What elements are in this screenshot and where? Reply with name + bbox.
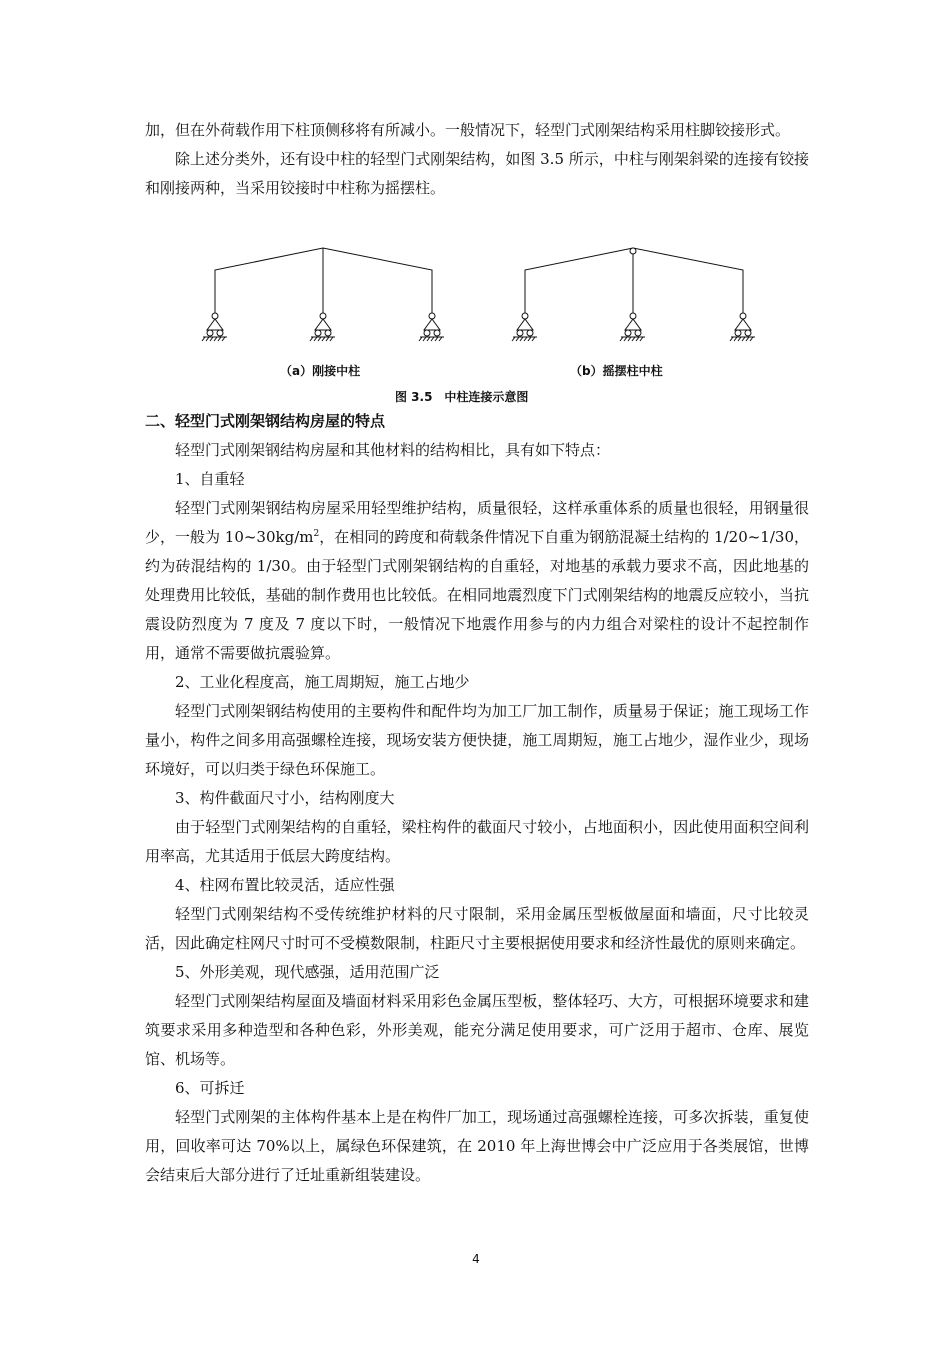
feature-3-title: 3、构件截面尺寸小，结构刚度大 bbox=[175, 789, 395, 807]
feature-6-title: 6、可拆迁 bbox=[175, 1079, 245, 1097]
feature-4-text: 轻型门式刚架结构不受传统维护材料的尺寸限制，采用金属压型板做屋面和墙面，尺寸比较灵活，因此确定柱网尺寸时可不受模数限制，柱距尺寸主要根据使用要求和经济性最优的原则来确定。 bbox=[145, 905, 809, 952]
feature-1-text bbox=[145, 494, 809, 668]
section-heading: 二、轻型门式刚架钢结构房屋的特点 bbox=[145, 412, 386, 430]
feature-1-text-a: 轻型门式刚架钢结构房屋采用轻型维护结构，质量很轻，这样承重体系的质量也很轻，用钢量很少，一般为 10~30kg/m bbox=[145, 499, 809, 546]
feature-3-text: 由于轻型门式刚架结构的自重轻，梁柱构件的截面尺寸较小，占地面积小，因此使用面积空间利用率高，尤其适用于低层大跨度结构。 bbox=[145, 818, 809, 865]
paragraph-continuation: 加，但在外荷载作用下柱顶侧移将有所减小。一般情况下，轻型门式刚架结构采用柱脚铰接形式。 bbox=[145, 121, 791, 139]
feature-2-text: 轻型门式刚架钢结构使用的主要构件和配件均为加工厂加工制作，质量易于保证；施工现场工作量小，构件之间多用高强螺栓连接，现场安装方便快捷，施工周期短，施工占地少，湿作业少，现场环境好，可以归类于绿色环保施工。 bbox=[145, 702, 809, 778]
page-number: 4 bbox=[472, 1252, 480, 1266]
pinned-supports bbox=[202, 313, 755, 341]
section-intro: 轻型门式刚架钢结构房屋和其他材料的结构相比，具有如下特点： bbox=[175, 441, 611, 459]
caption-b: （b）摇摆柱中柱 bbox=[570, 364, 663, 378]
frame-diagram bbox=[145, 217, 809, 357]
pinned-support bbox=[310, 313, 335, 341]
feature-4-title: 4、柱网布置比较灵活，适应性强 bbox=[175, 876, 395, 894]
paragraph-middle-column: 除上述分类外，还有设中柱的轻型门式刚架结构，如图 3.5 所示，中柱与刚架斜梁的连接有铰接和刚接两种，当采用铰接时中柱称为摇摆柱。 bbox=[145, 150, 809, 197]
feature-6-text: 轻型门式刚架的主体构件基本上是在构件厂加工，现场通过高强螺栓连接，可多次拆装，重复使用，回收率可达 70%以上，属绿色环保建筑，在 2010 年上海世博会中广泛应用于各类展馆，世博会结束后大部分进行了迁址重新组装建设。 bbox=[145, 1108, 809, 1184]
page-content bbox=[145, 116, 809, 1190]
pinned-support bbox=[202, 313, 227, 341]
pinned-support bbox=[730, 313, 755, 341]
pinned-support bbox=[419, 313, 444, 341]
feature-1-title: 1、自重轻 bbox=[175, 470, 245, 488]
feature-5-text: 轻型门式刚架结构屋面及墙面材料采用彩色金属压型板，整体轻巧、大方，可根据环境要求和建筑要求采用多种造型和各种色彩，外形美观，能充分满足使用要求，可广泛用于超市、仓库、展览馆、机场等。 bbox=[145, 992, 809, 1068]
pinned-support bbox=[512, 313, 537, 341]
frame-b-rocking-column bbox=[525, 248, 743, 313]
pinned-support bbox=[620, 313, 645, 341]
feature-2-title: 2、工业化程度高，施工周期短，施工占地少 bbox=[175, 673, 470, 691]
superscript: 2 bbox=[313, 529, 320, 539]
caption-a: （a）刚接中柱 bbox=[280, 364, 361, 378]
feature-1-text-b: ，在相同的跨度和荷载条件情况下自重为钢筋混凝土结构的 1/20~1/30，约为砖混结构的 1/30。由于轻型门式刚架钢结构的自重轻，对地基的承载力要求不高，因此地基的处理费用比较低，基础的制作费用也比较低。在相同地震烈度下门式刚架结构的地震反应较小，当抗震设防烈度为 7 度及 7 度以下时，一般情况下地震作用参与的内力组合对梁柱的设计不起控制作用，通常不需要做抗震验算。 bbox=[145, 528, 809, 662]
feature-5-title: 5、外形美观，现代感强，适用范围广泛 bbox=[175, 963, 440, 981]
figure-3-5 bbox=[145, 217, 809, 403]
figure-caption: 图 3.5 中柱连接示意图 bbox=[395, 390, 529, 404]
frame-a-rigid-middle-column bbox=[215, 248, 432, 313]
